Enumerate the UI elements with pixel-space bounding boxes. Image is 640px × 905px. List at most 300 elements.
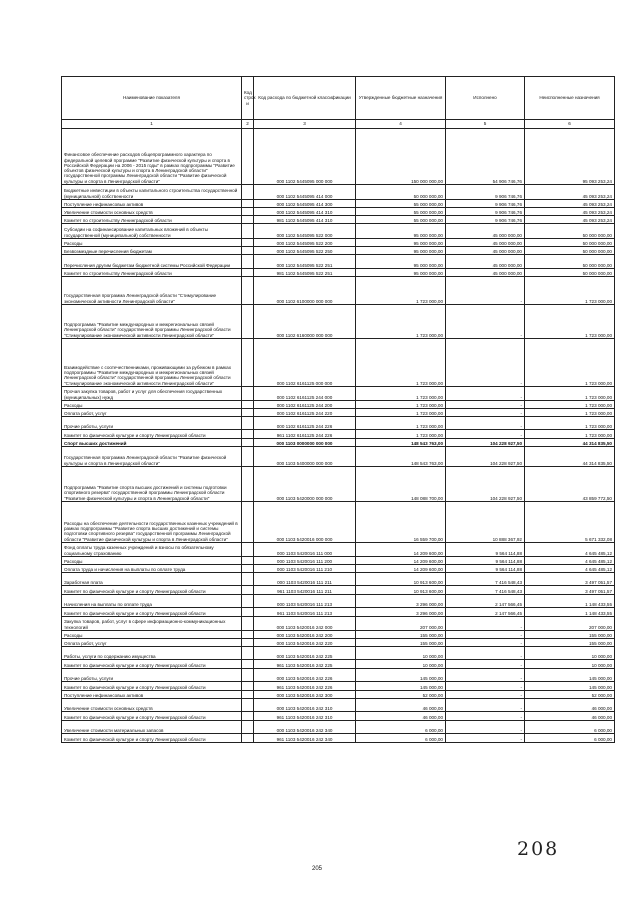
row-unexecuted: 145 000,00 <box>525 669 615 682</box>
row-line-code <box>242 557 254 565</box>
row-line-code <box>242 617 254 631</box>
row-approved: 155 000,00 <box>356 631 446 639</box>
row-line-code <box>242 224 254 239</box>
row-name: Поступление нефинансовых активов <box>62 200 242 208</box>
row-budget-code: 000 1102 5445095 522 250 <box>254 247 356 255</box>
row-approved: 1 723 000,00 <box>356 409 446 417</box>
row-line-code <box>242 387 254 401</box>
table-row <box>62 255 615 269</box>
row-line-code <box>242 647 254 660</box>
row-unexecuted: 50 000 000,00 <box>525 224 615 239</box>
row-line-code <box>242 247 254 255</box>
row-line-code <box>242 595 254 608</box>
row-executed: - <box>446 660 525 669</box>
table-row <box>62 305 615 339</box>
row-budget-code: 000 1102 5445095 000 000 <box>254 129 356 185</box>
row-unexecuted: 46 000,00 <box>525 699 615 712</box>
table-row <box>62 208 615 216</box>
row-budget-code: 000 1103 5420016 242 310 <box>254 699 356 712</box>
row-approved: 55 000 000,00 <box>356 200 446 208</box>
row-budget-code: 000 1102 5445095 414 310 <box>254 208 356 216</box>
row-unexecuted: 1 723 000,00 <box>525 430 615 439</box>
table-row <box>62 129 615 185</box>
row-line-code <box>242 417 254 430</box>
table-row <box>62 699 615 712</box>
row-executed: 9 906 746,76 <box>446 200 525 208</box>
row-name: Государственная программа Ленинградской области "Стимулирование экономической активности Ленинградской области" <box>62 277 242 305</box>
row-name: Заработная плата <box>62 573 242 586</box>
row-budget-code: 000 1102 6161125 244 000 <box>254 387 356 401</box>
row-line-code <box>242 721 254 734</box>
row-name: Взаимодействие с соотечественниками, проживающими за рубежом в рамках подпрограммы "Развитие международных и межрегиональных связей Ленинградской области" государственной программы Ленинградской области "Стимулирование экономической активности Ленинградской области" <box>62 339 242 387</box>
row-unexecuted: 1 723 000,00 <box>525 409 615 417</box>
table-row <box>62 430 615 439</box>
row-approved: 145 000,00 <box>356 669 446 682</box>
row-line-code <box>242 543 254 557</box>
row-budget-code: 000 1103 5420016 111 200 <box>254 557 356 565</box>
row-approved: 46 000,00 <box>356 712 446 721</box>
row-unexecuted: 207 000,00 <box>525 617 615 631</box>
row-approved: 1 723 000,00 <box>356 305 446 339</box>
row-unexecuted: 3 497 051,57 <box>525 586 615 595</box>
row-budget-code: 000 1103 5420016 111 213 <box>254 595 356 608</box>
table-row <box>62 660 615 669</box>
table-row <box>62 721 615 734</box>
row-approved: 1 723 000,00 <box>356 277 446 305</box>
row-line-code <box>242 699 254 712</box>
row-unexecuted: 3 497 051,57 <box>525 573 615 586</box>
row-approved: 95 000 000,00 <box>356 269 446 277</box>
table-row <box>62 565 615 573</box>
row-line-code <box>242 305 254 339</box>
row-approved: 55 000 000,00 <box>356 216 446 224</box>
row-executed: 2 147 566,45 <box>446 595 525 608</box>
row-executed: 45 000 000,00 <box>446 247 525 255</box>
row-budget-code: 000 1103 5420016 242 220 <box>254 639 356 647</box>
table-row <box>62 387 615 401</box>
row-budget-code: 000 1103 5420016 242 300 <box>254 691 356 699</box>
row-budget-code: 961 1103 5420016 111 213 <box>254 608 356 617</box>
row-approved: 6 000,00 <box>356 721 446 734</box>
row-executed: - <box>446 631 525 639</box>
row-executed: 7 416 548,43 <box>446 586 525 595</box>
row-name: Комитет по строительству Ленинградской области <box>62 269 242 277</box>
row-name: Финансовое обеспечение расходов общепрограммного характера по федеральной целевой программе "Развитие физической культуры и спорта в Российской Федерации на 2006 - 2015 годы" в рамках подпрограммы "Развитие объектов физической культуры и спорта в Ленинградской области" государственной программы Ленинградской области "Развитие физической культуры и спорта в Ленинградской области" <box>62 129 242 185</box>
row-unexecuted: 6 000,00 <box>525 734 615 743</box>
table-row <box>62 617 615 631</box>
row-name: Бюджетные инвестиции в объекты капитального строительства государственной (муниципальной) собственности <box>62 185 242 200</box>
row-executed: 9 564 114,88 <box>446 565 525 573</box>
row-name: Спорт высших достижений <box>62 439 242 447</box>
row-line-code <box>242 200 254 208</box>
row-name: Работы, услуги по содержанию имущества <box>62 647 242 660</box>
row-name: Комитет по физической культуре и спорту Ленинградской области <box>62 660 242 669</box>
row-budget-code: 981 1102 5445095 522 251 <box>254 269 356 277</box>
row-budget-code: 000 1103 5420016 242 000 <box>254 617 356 631</box>
row-executed: 45 000 000,00 <box>446 239 525 247</box>
row-unexecuted: 5 671 332,08 <box>525 502 615 543</box>
row-line-code <box>242 409 254 417</box>
table-row <box>62 734 615 743</box>
row-budget-code: 000 1103 5420016 111 000 <box>254 543 356 557</box>
table-row <box>62 185 615 200</box>
row-line-code <box>242 712 254 721</box>
row-line-code <box>242 565 254 573</box>
row-unexecuted: 1 723 000,00 <box>525 277 615 305</box>
row-approved: 95 000 000,00 <box>356 255 446 269</box>
row-unexecuted: 1 723 000,00 <box>525 339 615 387</box>
row-unexecuted: 45 093 253,24 <box>525 208 615 216</box>
row-name: Увеличение стоимости основных средств <box>62 208 242 216</box>
row-name: Комитет по физической культуре и спорту Ленинградской области <box>62 586 242 595</box>
row-name: Начисления на выплаты по оплате труда <box>62 595 242 608</box>
row-approved: 1 723 000,00 <box>356 387 446 401</box>
row-executed: - <box>446 669 525 682</box>
row-approved: 148 543 763,00 <box>356 439 446 447</box>
row-executed: 10 888 367,92 <box>446 502 525 543</box>
row-executed: - <box>446 617 525 631</box>
row-budget-code: 000 1103 0000000 000 000 <box>254 439 356 447</box>
row-line-code <box>242 631 254 639</box>
row-approved: 207 000,00 <box>356 617 446 631</box>
row-line-code <box>242 129 254 185</box>
header-line-code: Код строк и <box>242 77 254 120</box>
row-executed: 45 000 000,00 <box>446 224 525 239</box>
row-budget-code: 000 1103 5420016 242 225 <box>254 647 356 660</box>
row-executed: 7 416 548,43 <box>446 573 525 586</box>
table-row <box>62 277 615 305</box>
row-approved: 145 000,00 <box>356 682 446 691</box>
table-row <box>62 639 615 647</box>
row-budget-code: 961 1103 5420016 242 226 <box>254 682 356 691</box>
column-number: 1 <box>62 120 242 129</box>
row-budget-code: 000 1102 6100000 000 000 <box>254 277 356 305</box>
row-executed: - <box>446 734 525 743</box>
row-approved: 3 296 000,00 <box>356 595 446 608</box>
row-name: Комитет по физической культуре и спорту Ленинградской области <box>62 430 242 439</box>
row-unexecuted: 46 000,00 <box>525 712 615 721</box>
table-row <box>62 712 615 721</box>
row-executed: 9 906 746,76 <box>446 216 525 224</box>
header-executed: Исполнено <box>446 77 525 120</box>
row-name: Государственная программа Ленинградской области "Развитие физической культуры и спорта в Ленинградской области" <box>62 447 242 467</box>
row-approved: 148 088 700,00 <box>356 467 446 502</box>
row-line-code <box>242 185 254 200</box>
row-line-code <box>242 401 254 409</box>
table-row <box>62 631 615 639</box>
table-row <box>62 502 615 543</box>
row-approved: 1 723 000,00 <box>356 339 446 387</box>
row-name: Оплата работ, услуг <box>62 639 242 647</box>
row-executed: - <box>446 699 525 712</box>
row-unexecuted: 50 000 000,00 <box>525 247 615 255</box>
table-row <box>62 239 615 247</box>
row-line-code <box>242 669 254 682</box>
row-unexecuted: 50 000 000,00 <box>525 239 615 247</box>
row-name: Перечисления другим бюджетам бюджетной системы Российской Федерации <box>62 255 242 269</box>
row-executed: 45 000 000,00 <box>446 255 525 269</box>
column-number: 2 <box>242 120 254 129</box>
row-unexecuted: 1 723 000,00 <box>525 305 615 339</box>
row-line-code <box>242 691 254 699</box>
row-name: Комитет по физической культуре и спорту Ленинградской области <box>62 682 242 691</box>
row-executed: 9 564 114,88 <box>446 543 525 557</box>
row-name: Расходы на обеспечение деятельности государственных казенных учреждений в рамках подпрограммы "Развитие спорта высших достижений и системы подготовки спортивного резерва" государственной программы Ленинградской области "Развитие физической культуры и спорта в Ленинградской области" <box>62 502 242 543</box>
row-name: Комитет по физической культуре и спорту Ленинградской области <box>62 608 242 617</box>
row-unexecuted: 43 859 772,50 <box>525 467 615 502</box>
row-name: Безвозмездные перечисления бюджетам <box>62 247 242 255</box>
row-executed: 104 228 927,50 <box>446 439 525 447</box>
row-name: Поступление нефинансовых активов <box>62 691 242 699</box>
row-name: Прочая закупка товаров, работ и услуг для обеспечения государственных (муниципальных) нужд <box>62 387 242 401</box>
row-line-code <box>242 639 254 647</box>
row-name: Расходы <box>62 631 242 639</box>
row-budget-code: 961 1103 5420016 242 225 <box>254 660 356 669</box>
row-approved: 52 000,00 <box>356 691 446 699</box>
row-unexecuted: 50 000 000,00 <box>525 255 615 269</box>
table-row <box>62 224 615 239</box>
row-budget-code: 000 1103 5420016 000 000 <box>254 502 356 543</box>
row-line-code <box>242 216 254 224</box>
row-line-code <box>242 573 254 586</box>
row-executed: - <box>446 339 525 387</box>
row-name: Комитет по строительству Ленинградской области <box>62 216 242 224</box>
handwritten-sheet-number: 208 <box>517 838 560 860</box>
row-executed: - <box>446 691 525 699</box>
row-executed: 104 228 927,50 <box>446 467 525 502</box>
row-executed: 104 228 927,50 <box>446 447 525 467</box>
row-line-code <box>242 467 254 502</box>
budget-sheet <box>61 76 614 743</box>
table-row <box>62 608 615 617</box>
row-budget-code: 000 1103 5420016 242 340 <box>254 721 356 734</box>
row-budget-code: 000 1102 6160000 000 000 <box>254 305 356 339</box>
column-number: 4 <box>356 120 446 129</box>
row-unexecuted: 45 093 253,24 <box>525 185 615 200</box>
row-unexecuted: 10 000,00 <box>525 647 615 660</box>
row-approved: 10 913 600,00 <box>356 586 446 595</box>
row-line-code <box>242 208 254 216</box>
row-budget-code: 000 1103 5420016 242 200 <box>254 631 356 639</box>
row-name: Подпрограмма "Развитие международных и межрегиональных связей Ленинградской области" государственной программы Ленинградской области "Стимулирование экономической активности Ленинградской области" <box>62 305 242 339</box>
row-unexecuted: 145 000,00 <box>525 682 615 691</box>
row-approved: 10 000,00 <box>356 647 446 660</box>
table-row <box>62 216 615 224</box>
row-unexecuted: 95 093 253,24 <box>525 129 615 185</box>
row-line-code <box>242 447 254 467</box>
row-executed: 9 906 746,76 <box>446 208 525 216</box>
row-unexecuted: 1 148 433,55 <box>525 608 615 617</box>
row-approved: 14 209 600,00 <box>356 543 446 557</box>
table-row <box>62 467 615 502</box>
row-line-code <box>242 255 254 269</box>
row-line-code <box>242 734 254 743</box>
row-approved: 3 296 000,00 <box>356 608 446 617</box>
budget-table <box>61 76 615 743</box>
row-approved: 16 559 700,00 <box>356 502 446 543</box>
row-approved: 1 723 000,00 <box>356 417 446 430</box>
row-unexecuted: 45 093 253,24 <box>525 216 615 224</box>
table-row <box>62 401 615 409</box>
row-approved: 10 000,00 <box>356 660 446 669</box>
row-line-code <box>242 502 254 543</box>
row-line-code <box>242 586 254 595</box>
row-approved: 150 000 000,00 <box>356 129 446 185</box>
header-approved: Утвержденные бюджетные назначения <box>356 77 446 120</box>
page-number: 205 <box>312 866 323 872</box>
row-approved: 155 000,00 <box>356 639 446 647</box>
table-row <box>62 447 615 467</box>
row-unexecuted: 50 000 000,00 <box>525 269 615 277</box>
row-unexecuted: 4 645 485,12 <box>525 557 615 565</box>
row-unexecuted: 1 723 000,00 <box>525 387 615 401</box>
table-row <box>62 409 615 417</box>
column-number: 6 <box>525 120 615 129</box>
row-budget-code: 961 1103 5420016 242 310 <box>254 712 356 721</box>
table-body <box>62 129 615 743</box>
row-budget-code: 981 1102 5445095 414 310 <box>254 216 356 224</box>
row-name: Прочие работы, услуги <box>62 669 242 682</box>
row-budget-code: 000 1102 5445095 414 000 <box>254 185 356 200</box>
row-unexecuted: 1 148 433,55 <box>525 595 615 608</box>
row-budget-code: 000 1103 5420000 000 000 <box>254 467 356 502</box>
row-approved: 1 723 000,00 <box>356 430 446 439</box>
row-unexecuted: 44 314 835,50 <box>525 447 615 467</box>
row-name: Расходы <box>62 557 242 565</box>
row-name: Увеличение стоимости материальных запасов <box>62 721 242 734</box>
row-approved: 148 543 763,00 <box>356 447 446 467</box>
table-row <box>62 439 615 447</box>
row-line-code <box>242 439 254 447</box>
row-executed: 45 000 000,00 <box>446 269 525 277</box>
row-executed: 9 564 114,88 <box>446 557 525 565</box>
header-budget-code: Код расхода по бюджетной классификации <box>254 77 356 120</box>
column-number: 5 <box>446 120 525 129</box>
row-name: Оплата работ, услуг <box>62 409 242 417</box>
row-line-code <box>242 277 254 305</box>
row-line-code <box>242 430 254 439</box>
row-approved: 1 723 000,00 <box>356 401 446 409</box>
row-unexecuted: 155 000,00 <box>525 631 615 639</box>
row-budget-code: 000 1103 5420016 242 226 <box>254 669 356 682</box>
row-budget-code: 000 1103 5420016 111 211 <box>254 573 356 586</box>
row-name: Комитет по физической культуре и спорту Ленинградской области <box>62 734 242 743</box>
row-approved: 95 000 000,00 <box>356 224 446 239</box>
row-approved: 46 000,00 <box>356 699 446 712</box>
row-line-code <box>242 682 254 691</box>
row-approved: 95 000 000,00 <box>356 239 446 247</box>
row-line-code <box>242 339 254 387</box>
row-budget-code: 000 1102 5445095 414 300 <box>254 200 356 208</box>
table-row <box>62 573 615 586</box>
row-name: Комитет по физической культуре и спорту Ленинградской области <box>62 712 242 721</box>
table-row <box>62 586 615 595</box>
row-executed: - <box>446 712 525 721</box>
row-budget-code: 000 1102 6161125 244 200 <box>254 401 356 409</box>
row-approved: 10 913 600,00 <box>356 573 446 586</box>
row-name: Прочие работы, услуги <box>62 417 242 430</box>
row-budget-code: 000 1103 5400000 000 000 <box>254 447 356 467</box>
row-name: Расходы <box>62 401 242 409</box>
row-budget-code: 961 1103 5420016 111 211 <box>254 586 356 595</box>
row-executed: - <box>446 639 525 647</box>
table-row <box>62 339 615 387</box>
row-budget-code: 000 1102 6161125 000 000 <box>254 339 356 387</box>
column-number: 3 <box>254 120 356 129</box>
header-unexecuted: Неисполненные назначения <box>525 77 615 120</box>
row-executed: - <box>446 409 525 417</box>
row-unexecuted: 10 000,00 <box>525 660 615 669</box>
table-row <box>62 647 615 660</box>
row-unexecuted: 4 645 485,12 <box>525 543 615 557</box>
row-line-code <box>242 269 254 277</box>
table-row <box>62 417 615 430</box>
row-name: Оплата труда и начисления на выплаты по оплате труда <box>62 565 242 573</box>
table-row <box>62 691 615 699</box>
row-name: Увеличение стоимости основных средств <box>62 699 242 712</box>
row-approved: 6 000,00 <box>356 734 446 743</box>
row-executed: 54 906 746,76 <box>446 129 525 185</box>
row-budget-code: 000 1102 5445095 522 251 <box>254 255 356 269</box>
row-line-code <box>242 660 254 669</box>
row-name: Закупка товаров, работ, услуг в сфере информационно-коммуникационных технологий <box>62 617 242 631</box>
row-unexecuted: 44 314 835,50 <box>525 439 615 447</box>
table-row <box>62 543 615 557</box>
row-approved: 14 209 600,00 <box>356 557 446 565</box>
row-executed: - <box>446 417 525 430</box>
table-row <box>62 669 615 682</box>
row-line-code <box>242 239 254 247</box>
row-approved: 14 209 600,00 <box>356 565 446 573</box>
row-approved: 50 000 000,00 <box>356 185 446 200</box>
row-unexecuted: 6 000,00 <box>525 721 615 734</box>
row-unexecuted: 52 000,00 <box>525 691 615 699</box>
table-row <box>62 682 615 691</box>
column-number-row <box>62 120 615 129</box>
table-header <box>62 77 615 129</box>
row-executed: - <box>446 647 525 660</box>
table-row <box>62 595 615 608</box>
header-name: Наименование показателя <box>62 77 242 120</box>
row-name: Субсидии на софинансирование капитальных вложений в объекты государственной (муниципальной) собственности <box>62 224 242 239</box>
row-unexecuted: 45 093 253,24 <box>525 200 615 208</box>
table-row <box>62 200 615 208</box>
row-name: Фонд оплаты труда казенных учреждений и взносы по обязательному социальному страхованию <box>62 543 242 557</box>
row-executed: - <box>446 430 525 439</box>
row-approved: 95 000 000,00 <box>356 247 446 255</box>
row-executed: - <box>446 305 525 339</box>
row-budget-code: 000 1102 5445095 522 200 <box>254 239 356 247</box>
row-budget-code: 000 1102 6161125 244 226 <box>254 417 356 430</box>
row-executed: - <box>446 387 525 401</box>
table-row <box>62 247 615 255</box>
row-budget-code: 000 1103 5420016 111 210 <box>254 565 356 573</box>
row-budget-code: 961 1102 6161125 244 226 <box>254 430 356 439</box>
row-line-code <box>242 608 254 617</box>
row-name: Подпрограмма "Развитие спорта высших достижений и системы подготовки спортивного резерва" государственной программы Ленинградской области "Развитие физической культуры и спорта в Ленинградской области" <box>62 467 242 502</box>
row-executed: - <box>446 277 525 305</box>
row-budget-code: 000 1102 6161125 244 220 <box>254 409 356 417</box>
row-executed: - <box>446 721 525 734</box>
row-unexecuted: 155 000,00 <box>525 639 615 647</box>
row-executed: 9 906 746,76 <box>446 185 525 200</box>
row-unexecuted: 1 723 000,00 <box>525 417 615 430</box>
row-unexecuted: 1 723 000,00 <box>525 401 615 409</box>
table-row <box>62 269 615 277</box>
row-name: Расходы <box>62 239 242 247</box>
row-budget-code: 961 1103 5420016 242 340 <box>254 734 356 743</box>
row-unexecuted: 4 645 485,12 <box>525 565 615 573</box>
